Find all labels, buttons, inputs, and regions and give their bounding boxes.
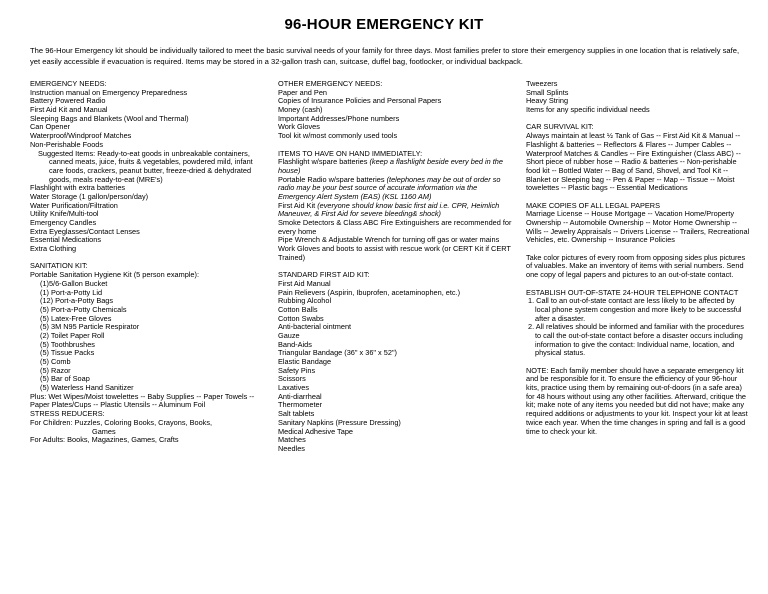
list-item: Scissors (278, 374, 306, 384)
list-item: Extra Eyeglasses/Contact Lenses (30, 226, 140, 236)
column-3 (526, 80, 750, 436)
list-item: (5) Toothbrushes (40, 339, 95, 349)
list-item: Flashlight with extra batteries (30, 183, 126, 193)
list-item: Can Opener (30, 122, 71, 132)
list-item: Utility Knife/Multi-tool (30, 209, 99, 219)
list-item: (12) Port-a-Potty Bags (40, 296, 114, 306)
section-heading-legal-papers: MAKE COPIES OF ALL LEGAL PAPERS (526, 200, 661, 210)
legal-papers-text: Marriage License -- House Mortgage -- Vacation Home/Property Ownership -- Automobile Ownership -- Motor Home Ownership -- Wills -- Jewelry Appraisals -- Drivers License -- Trailers, Recreational Vehicles, etc. Ownership -- Insurance Policies (526, 209, 750, 245)
list-item: Sleeping Bags and Blankets (Wool and Thermal) (30, 113, 189, 123)
section-heading-stress-reducers: STRESS REDUCERS: (30, 409, 105, 419)
list-item: Battery Powered Radio (30, 96, 106, 106)
sanitation-plus: Plus: Wet Wipes/Moist towelettes -- Baby Supplies -- Paper Towels -- Paper Plates/Cups -- Plastic Utensils -- Aluminum Foil (30, 391, 255, 410)
list-item: Gauze (278, 330, 300, 340)
list-item: Non-Perishable Foods (30, 139, 104, 149)
list-item: First Aid Manual (278, 278, 331, 288)
note-paragraph: NOTE: Each family member should have a separate emergency kit and be responsible for it. To ensure the efficiency of your 96-hour kits, practice using them by remaining out-of-doors (in a safe area) for 48 hours without using any other facilities. Afterward, critique the kit; make note of any items you needed but did not have; make any required additions or adjustments to your kit. Inspect your kit at least twice each year. When the time changes in spring and fall is a good time to check your kit. (526, 365, 748, 436)
list-item: Pain Relievers (Aspirin, Ibuprofen, acetaminophen, etc.) (278, 287, 461, 297)
list-item: Medical Adhesive Tape (278, 426, 353, 436)
list-item: Heavy String (526, 96, 569, 106)
suggested-items: Suggested Items: Ready-to-eat goods in unbreakable containers, canned meats, juice, fruits & vegetables, powdered mild, infant care foods, crackers, peanut butter, freeze-dried & dehydrated goods, meals ready-to-eat (MRE's) (38, 148, 253, 184)
list-item: Money (cash) (278, 105, 323, 115)
column-2 (278, 80, 514, 454)
list-item: Needles (278, 443, 305, 453)
list-item: Paper and Pen (278, 87, 327, 97)
stress-children-cont: Games (92, 426, 116, 436)
list-item: First Aid Kit (everyone should know basic first aid i.e. CPR, Heimlich Maneuver, & First Aid for severe bleeding& shock) (278, 200, 500, 219)
list-item: (5) 3M N95 Particle Respirator (40, 322, 140, 332)
stress-adults: For Adults: Books, Magazines, Games, Crafts (30, 435, 179, 445)
list-item: (5) Bar of Soap (40, 374, 90, 384)
list-item: Extra Clothing (30, 244, 77, 254)
list-item: Sanitary Napkins (Pressure Dressing) (278, 417, 401, 427)
list-item: (5) Port-a-Potty Chemicals (40, 304, 127, 314)
car-survival-text: Always maintain at least ½ Tank of Gas -- First Aid Kit & Manual -- Flashlight & batteries -- Reflectors & Flares -- Jumper Cables -- Waterproof Matches & Candles -- Fire Extinguisher (Class ABC) -- Short piece of rubber hose -- Radio & batteries -- Non-perishable food kit -- Bottled Water -- Bag of Sand, Shovel, and Tool Kit -- Blanket or Sleeping bag -- Pen & Paper -- Map -- Tissue -- Moist towelettes -- Plastic bags -- Essential Medications (526, 131, 741, 193)
list-item: (5) Comb (40, 357, 71, 366)
list-item: Smoke Detectors & Class ABC Fire Extinguishers are recommended for every home (278, 218, 512, 236)
list-item: (1) Port-a-Potty Lid (40, 287, 103, 297)
list-item: Items for any specific individual needs (526, 105, 650, 115)
list-item: (5) Tissue Packs (40, 348, 95, 358)
sanitation-intro: Portable Sanitation Hygiene Kit (5 person example): (30, 270, 199, 280)
list-item: Elastic Bandage (278, 357, 332, 366)
list-item: (5) Razor (40, 365, 71, 375)
stress-children: For Children: Puzzles, Coloring Books, Crayons, Books, (30, 417, 213, 427)
list-item: Water Purification/Filtration (30, 200, 118, 210)
list-item: First Aid Kit and Manual (30, 105, 108, 115)
section-heading-sanitation: SANITATION KIT: (30, 261, 88, 271)
section-heading-standard-first-aid: STANDARD FIRST AID KIT: (278, 270, 370, 280)
list-item: Safety Pins (278, 365, 316, 375)
list-item: (1)5/6-Gallon Bucket (40, 278, 108, 288)
list-item: Water Storage (1 gallon/person/day) (30, 191, 149, 201)
list-item: Portable Radio w/spare batteries (telephones may be out of order so radio may be your best source of accurate information via the Emergency Alert System (EAS) (KSL 1160 AM) (278, 174, 501, 201)
section-heading-on-hand: ITEMS TO HAVE ON HAND IMMEDIATELY: (278, 148, 423, 158)
list-item: (5) Waterless Hand Sanitizer (40, 383, 134, 393)
section-heading-other-needs: OTHER EMERGENCY NEEDS: (278, 79, 383, 88)
list-item: Anti-bacterial ointment (278, 322, 352, 332)
list-item: Work Gloves and boots to assist with rescue work (or CERT Kit if CERT Trained) (278, 244, 511, 262)
section-heading-contact: ESTABLISH OUT-OF-STATE 24-HOUR TELEPHONE CONTACT (526, 287, 739, 297)
page-title: 96-HOUR EMERGENCY KIT (284, 16, 484, 33)
list-item: Important Addresses/Phone numbers (278, 113, 400, 123)
list-item: Pipe Wrench & Adjustable Wrench for turning off gas or water mains (278, 235, 500, 245)
list-item: Waterproof/Windproof Matches (30, 131, 132, 141)
section-heading-car-survival: CAR SURVIVAL KIT: (526, 122, 594, 132)
list-item: Tweezers (526, 79, 558, 88)
contact-item-2: 2. All relatives should be informed and familiar with the procedures to call the out-of-state contact before a disaster occurs including information to give the contact: Individual name, location, and physical status. (528, 322, 744, 358)
list-item: Work Gloves (278, 122, 320, 132)
list-item: Emergency Candles (30, 218, 97, 227)
list-item: (5) Latex-Free Gloves (40, 313, 112, 323)
list-item: Small Splints (526, 87, 569, 97)
list-item: Matches (278, 435, 306, 445)
list-item: Cotton Swabs (278, 313, 324, 323)
list-item: Triangular Bandage (36" x 36" x 52") (278, 348, 397, 358)
list-item: (2) Toilet Paper Roll (40, 330, 105, 340)
list-item: Anti-diarrheal (278, 391, 322, 401)
list-item: Thermometer (278, 400, 323, 410)
column-1 (30, 80, 268, 445)
section-heading-emergency-needs: EMERGENCY NEEDS: (30, 79, 107, 88)
list-item: Flashlight w/spare batteries (keep a flashlight beside every bed in the house) (278, 157, 503, 175)
list-item: Laxatives (278, 383, 310, 393)
photos-paragraph: Take color pictures of every room from opposing sides plus pictures of valuables. Make an inventory of items with serial numbers. Send one copy of legal papers and pictures to an out-of-state contact. (526, 252, 746, 280)
list-item: Copies of Insurance Policies and Personal Papers (278, 96, 442, 106)
list-item: Instruction manual on Emergency Preparedness (30, 87, 188, 97)
intro-paragraph: The 96-Hour Emergency kit should be individually tailored to meet the basic survival needs of your family for three days. Most families prefer to store their emergency supplies in one location that is relatively safe, yet easily accessible if evacuation is required. Items may be stored in a 32-gallon trash can, suitcase, duffel bag, footlocker, or individual backpack. (30, 46, 740, 67)
list-item: Tool kit w/most commonly used tools (278, 131, 398, 141)
list-item: Salt tablets (278, 409, 315, 419)
list-item: Band-Aids (278, 339, 312, 349)
list-item: Essential Medications (30, 235, 102, 245)
list-item: Rubbing Alcohol (278, 296, 332, 306)
list-item: Cotton Balls (278, 304, 318, 314)
contact-item-1: 1. Call to an out-of-state contact are less likely to be affected by local phone system congestion and more likely to be successful after a disaster. (528, 296, 742, 323)
